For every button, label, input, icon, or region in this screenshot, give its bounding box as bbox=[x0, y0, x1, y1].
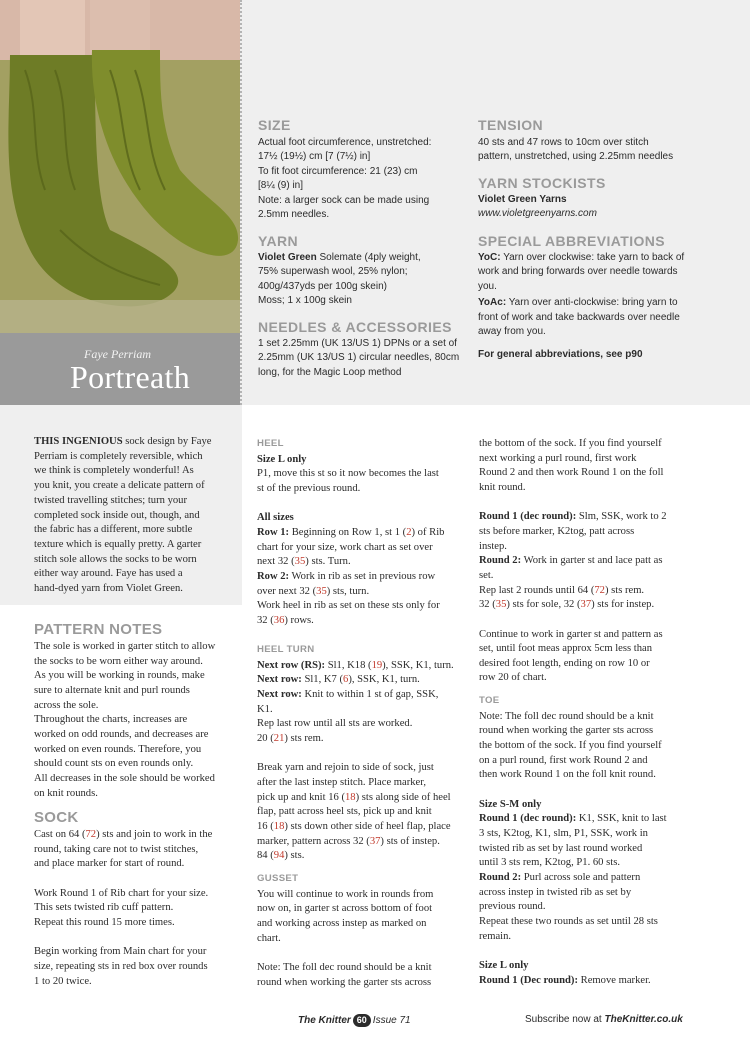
notes-line: should count sts on even rounds only. bbox=[34, 758, 194, 770]
gusset-text: 32 ( bbox=[479, 599, 496, 611]
intro-line: completed sock inside out, though, and bbox=[34, 509, 200, 521]
row2-label: Row 2: bbox=[257, 570, 290, 582]
yoc-line: you. bbox=[478, 280, 497, 292]
row1-label: Row 1: bbox=[257, 526, 290, 538]
heel-text: ) of Rib bbox=[411, 526, 445, 538]
next-row-label: Next row: bbox=[257, 674, 302, 686]
gusset-text: now on, in garter st across bottom of foot bbox=[257, 903, 433, 915]
size-l-value: 37 bbox=[369, 835, 381, 847]
intro-lead: THIS INGENIOUS bbox=[34, 436, 123, 447]
toe-note: then work Round 1 on the foll knit round. bbox=[479, 769, 656, 781]
intro-line: texture which is equally pretty. A garter bbox=[34, 538, 202, 550]
footer-magazine bbox=[298, 1014, 411, 1027]
heel-turn-text: ), SSK, K1, turn. bbox=[348, 674, 420, 686]
notes-line: sure to alternate knit and purl rounds bbox=[34, 684, 190, 696]
toe-text: until 3 sts rem, K2tog, P1. 60 sts. bbox=[479, 857, 620, 869]
pickup-text: ) sts along side of heel bbox=[355, 791, 451, 803]
round1-dec-label: Round 1 (dec round): bbox=[479, 511, 577, 523]
toe-note: the bottom of the sock. If you find yourself bbox=[479, 740, 662, 752]
heel-turn-text: ) sts rem. bbox=[284, 733, 324, 745]
notes-line: on knit rounds. bbox=[34, 787, 98, 799]
size-line: To fit foot circumference: 21 (23) cm bbox=[258, 165, 418, 177]
heel-turn-text: 20 ( bbox=[257, 733, 274, 745]
size-line: 2.5mm needles. bbox=[258, 209, 330, 221]
needles-line: long, for the Magic Loop method bbox=[258, 366, 402, 378]
gusset-note: the bottom of the sock. If you find yourself bbox=[479, 438, 662, 449]
notes-line: As you will be working in rounds, make bbox=[34, 670, 205, 682]
gusset-note: round when working the garter sts across bbox=[257, 976, 432, 988]
toe-note: on a purl round, first work Round 2 and bbox=[479, 754, 648, 766]
foot-text: desired foot length, ending on row 10 or bbox=[479, 657, 650, 669]
gusset-note: Round 2 and then work Round 1 on the foll bbox=[479, 467, 664, 479]
size-l-value: 72 bbox=[594, 584, 605, 596]
yarn-details bbox=[258, 251, 468, 309]
next-row-rs-label: Next row (RS): bbox=[257, 659, 326, 671]
yoac-term: YoAc: bbox=[478, 297, 507, 309]
all-sizes-label: All sizes bbox=[257, 512, 294, 524]
yoc-line: Yarn over clockwise: take yarn to back of bbox=[500, 252, 685, 263]
intro-text bbox=[34, 435, 234, 597]
footer-subscribe bbox=[525, 1014, 683, 1025]
toe-text: Purl across sole and pattern bbox=[521, 871, 641, 883]
heel-text: chart for your size, work chart as set over bbox=[257, 541, 433, 553]
tension-heading: TENSION bbox=[478, 117, 544, 133]
heel-turn-text: Sl1, K18 ( bbox=[325, 659, 372, 671]
heel-text: P1, move this st so it now becomes the last bbox=[257, 468, 439, 480]
toe-text: remain. bbox=[479, 930, 512, 942]
heel-text: ) sts, turn. bbox=[326, 585, 370, 597]
page-number: 60 bbox=[353, 1014, 371, 1027]
tension-line: 40 sts and 47 rows to 10cm over stitch bbox=[478, 137, 649, 148]
size-l-value: 18 bbox=[273, 821, 285, 833]
gusset-text: and working across instep as marked on bbox=[257, 917, 427, 929]
heel-column bbox=[257, 437, 465, 990]
size-l-value: 2 bbox=[406, 526, 412, 538]
heel-turn-text: K1. bbox=[257, 703, 273, 715]
intro-line: sock design by Faye bbox=[122, 436, 212, 447]
yoac-line: front of work and take backwards over needle bbox=[478, 311, 680, 323]
needles-details bbox=[258, 337, 468, 380]
sock-text: This sets twisted rib cuff pattern. bbox=[34, 902, 174, 914]
size-l-value: 6 bbox=[343, 674, 349, 686]
gusset-text: chart. bbox=[257, 932, 281, 944]
pattern-notes bbox=[34, 640, 239, 801]
pickup-text: after the last instep stitch. Place marker, bbox=[257, 777, 427, 789]
heel-turn-text: Rep last row until all sts are worked. bbox=[257, 718, 413, 730]
pattern-notes-heading: PATTERN NOTES bbox=[34, 621, 163, 638]
gusset-text: Work in garter st and lace patt as bbox=[521, 555, 663, 567]
size-l-value: 37 bbox=[580, 599, 592, 611]
notes-line: the socks to be worn either way around. bbox=[34, 655, 203, 667]
heel-text: 32 ( bbox=[257, 614, 274, 626]
sock-photo bbox=[0, 0, 240, 335]
sock-text: round, taking care not to twist stitches, bbox=[34, 843, 199, 855]
pickup-text: 84 ( bbox=[257, 850, 274, 862]
issue-number: Issue 71 bbox=[372, 1015, 411, 1026]
notes-line: The sole is worked in garter stitch to allow bbox=[34, 641, 216, 652]
heel-turn-text: Knit to within 1 st of gap, SSK, bbox=[301, 689, 439, 701]
size-l-value: 35 bbox=[294, 556, 306, 568]
needles-heading: NEEDLES & ACCESSORIES bbox=[258, 319, 452, 335]
intro-line: Perriam is completely reversible, which bbox=[34, 450, 203, 462]
size-l-value: 21 bbox=[273, 733, 285, 745]
intro-line: we think is completely wonderful! As bbox=[34, 465, 194, 477]
toe-text: twisted rib as set by last round worked bbox=[479, 842, 643, 854]
sock-photo-illustration bbox=[0, 0, 240, 335]
abbreviations-heading: SPECIAL ABBREVIATIONS bbox=[478, 233, 666, 249]
size-l-value: 94 bbox=[273, 850, 285, 862]
gusset-note: knit round. bbox=[479, 481, 526, 493]
pattern-title: Portreath bbox=[70, 359, 190, 395]
notes-line: worked on even rounds. Therefore, you bbox=[34, 743, 202, 755]
pickup-text: marker, pattern across 32 ( bbox=[257, 835, 370, 847]
foot-text: set, until foot meas approx 5cm less than bbox=[479, 643, 652, 655]
gusset-text: sts before marker, K2tog, patt across bbox=[479, 525, 635, 537]
pickup-text: pick up and knit 16 ( bbox=[257, 791, 345, 803]
yarn-line: Solemate (4ply weight, bbox=[316, 252, 421, 263]
size-line: Note: a larger sock can be made using bbox=[258, 194, 430, 206]
round2-label: Round 2: bbox=[479, 555, 522, 567]
size-line: 17½ (19½) cm [7 (7½) in] bbox=[258, 151, 371, 163]
stockist-url[interactable]: www.violetgreenyarns.com bbox=[478, 208, 597, 220]
gusset-text: You will continue to work in rounds from bbox=[257, 888, 434, 900]
size-l-value: 35 bbox=[316, 585, 327, 597]
toe-note: Note: The foll dec round should be a knit bbox=[479, 710, 654, 722]
stockist-name: Violet Green Yarns bbox=[478, 194, 567, 205]
tension-details bbox=[478, 136, 708, 165]
title-block bbox=[0, 333, 240, 405]
size-l-only-label: Size L only bbox=[479, 959, 529, 971]
tension-line: pattern, unstretched, using 2.25mm needles bbox=[478, 151, 674, 163]
toe-heading: TOE bbox=[479, 695, 500, 707]
toe-note: round when working the garter sts across bbox=[479, 725, 654, 737]
heel-turn-heading: HEEL TURN bbox=[257, 644, 315, 656]
pickup-text: Break yarn and rejoin to side of sock, just bbox=[257, 762, 434, 774]
size-l-value: 36 bbox=[273, 614, 285, 626]
heel-heading: HEEL bbox=[257, 438, 284, 449]
sock-heading: SOCK bbox=[34, 809, 79, 826]
intro-line: the fabric has a different, more subtle bbox=[34, 524, 193, 536]
yarn-brand: Violet Green bbox=[258, 252, 317, 263]
gusset-text: set. bbox=[479, 569, 494, 581]
heel-text: ) rows. bbox=[284, 614, 314, 626]
needles-line: 2.25mm (UK 13/US 1) circular needles, 80cm bbox=[258, 352, 460, 364]
heel-text: over next 32 ( bbox=[257, 585, 317, 597]
intro-line: either way around. Faye has used a bbox=[34, 568, 183, 580]
sock-text: Repeat this round 15 more times. bbox=[34, 916, 175, 928]
sm-round1-label: Round 1 (dec round): bbox=[479, 813, 577, 825]
heel-text: Work in rib as set in previous row bbox=[289, 570, 436, 582]
needles-line: 1 set 2.25mm (UK 13/US 1) DPNs or a set of bbox=[258, 338, 457, 349]
size-l-value: 19 bbox=[371, 659, 383, 671]
heel-text: Work heel in rib as set on these sts only for bbox=[257, 600, 440, 612]
pickup-text: 16 ( bbox=[257, 821, 274, 833]
sock-text: Work Round 1 of Rib chart for your size. bbox=[34, 887, 209, 899]
gusset-heading: GUSSET bbox=[257, 872, 299, 884]
heel-turn-text: ), SSK, K1, turn. bbox=[382, 659, 454, 671]
gusset-text: ) sts for instep. bbox=[591, 599, 655, 611]
gusset-text: ) sts for sole, 32 ( bbox=[506, 599, 581, 611]
sm-round2-label: Round 2: bbox=[479, 871, 522, 883]
sock-text: Begin working from Main chart for your bbox=[34, 946, 207, 958]
size-l-value: 35 bbox=[495, 599, 507, 611]
foot-text: Continue to work in garter st and pattern as bbox=[479, 628, 663, 640]
yoc-line: work and bring forwards over needle towards bbox=[478, 266, 678, 278]
pickup-text: flap, patt across heel sts, pick up and knit bbox=[257, 806, 432, 818]
dotted-divider bbox=[240, 0, 242, 405]
toe-text: across instep in twisted rib as set by bbox=[479, 886, 632, 898]
toe-text: 3 sts, K2tog, K1, slm, P1, SSK, work in bbox=[479, 828, 648, 840]
gusset-note: Note: The foll dec round should be a knit bbox=[257, 961, 432, 973]
foot-text: row 20 of chart. bbox=[479, 672, 547, 684]
heel-text: next 32 ( bbox=[257, 556, 295, 568]
notes-line: Throughout the charts, increases are bbox=[34, 714, 188, 726]
designer-name: Faye Perriam bbox=[84, 347, 151, 361]
size-l-value: 18 bbox=[344, 791, 356, 803]
toe-text: K1, SSK, knit to last bbox=[576, 813, 667, 825]
size-heading: SIZE bbox=[258, 117, 291, 133]
sock-text: 1 to 20 twice. bbox=[34, 975, 92, 987]
l-round1-label: Round 1 (Dec round): bbox=[479, 974, 578, 986]
notes-line: across the sole. bbox=[34, 699, 99, 711]
heel-text: st of the previous round. bbox=[257, 482, 361, 494]
intro-line: stitch sole allows the socks to be worn bbox=[34, 553, 197, 565]
next-row-label: Next row: bbox=[257, 689, 302, 701]
size-sm-only-label: Size S-M only bbox=[479, 798, 542, 810]
gusset-text: Slm, SSK, work to 2 bbox=[576, 511, 667, 523]
yarn-line: Moss; 1 x 100g skein bbox=[258, 295, 352, 307]
size-details bbox=[258, 136, 468, 222]
yoc-term: YoC: bbox=[478, 252, 501, 263]
size-l-value: 72 bbox=[85, 829, 97, 840]
pickup-text: ) sts. bbox=[284, 850, 305, 862]
toe-text: previous round. bbox=[479, 901, 546, 913]
gusset-text: instep. bbox=[479, 540, 507, 552]
heel-text: ) sts. Turn. bbox=[305, 556, 351, 568]
size-line: [8¼ (9) in] bbox=[258, 180, 304, 192]
yarn-line: 75% superwash wool, 25% nylon; bbox=[258, 266, 408, 278]
yarn-line: 400g/437yds per 100g skein) bbox=[258, 280, 387, 292]
gusset-note: next working a purl round, first work bbox=[479, 452, 637, 464]
toe-text: Remove marker. bbox=[578, 974, 651, 986]
yarn-heading: YARN bbox=[258, 233, 298, 249]
general-abbrev-ref: For general abbreviations, see p90 bbox=[478, 349, 643, 361]
notes-line: All decreases in the sole should be worked bbox=[34, 772, 215, 784]
sock-text: Cast on 64 ( bbox=[34, 829, 86, 840]
sock-text: and place marker for start of round. bbox=[34, 858, 185, 870]
heel-text: Beginning on Row 1, st 1 ( bbox=[289, 526, 407, 538]
stockists-details bbox=[478, 193, 708, 222]
subscribe-text: Subscribe now at bbox=[525, 1014, 605, 1025]
size-l-only-label: Size L only bbox=[257, 453, 307, 465]
yoac-line: away from you. bbox=[478, 326, 546, 338]
yoac-line: Yarn over anti-clockwise: bring yarn to bbox=[506, 297, 678, 309]
intro-line: twisted travelling stitches; turn your bbox=[34, 494, 187, 506]
pickup-text: ) sts down other side of heel flap, place bbox=[284, 821, 451, 833]
gusset-toe-column bbox=[479, 437, 715, 988]
stockists-heading: YARN STOCKISTS bbox=[478, 175, 606, 191]
abbreviations-details bbox=[478, 251, 718, 363]
gusset-text: Rep last 2 rounds until 64 ( bbox=[479, 584, 595, 596]
sock-text: size, repeating sts in red box over rounds bbox=[34, 960, 208, 972]
sock-text: ) sts and join to work in the bbox=[96, 829, 213, 840]
gusset-text: ) sts rem. bbox=[604, 584, 645, 596]
heel-turn-text: Sl1, K7 ( bbox=[301, 674, 344, 686]
intro-line: hand-dyed yarn from Violet Green. bbox=[34, 583, 183, 595]
magazine-name: The Knitter bbox=[298, 1015, 351, 1026]
intro-line: you knit, you create a delicate pattern of bbox=[34, 480, 205, 492]
toe-text: Repeat these two rounds as set until 28 sts bbox=[479, 915, 658, 927]
size-line: Actual foot circumference, unstretched: bbox=[258, 137, 432, 148]
pickup-text: ) sts of instep. bbox=[380, 835, 440, 847]
subscribe-link[interactable]: TheKnitter.co.uk bbox=[604, 1014, 683, 1025]
notes-line: worked on odd rounds, and decreases are bbox=[34, 728, 209, 740]
sock-instructions bbox=[34, 828, 239, 989]
